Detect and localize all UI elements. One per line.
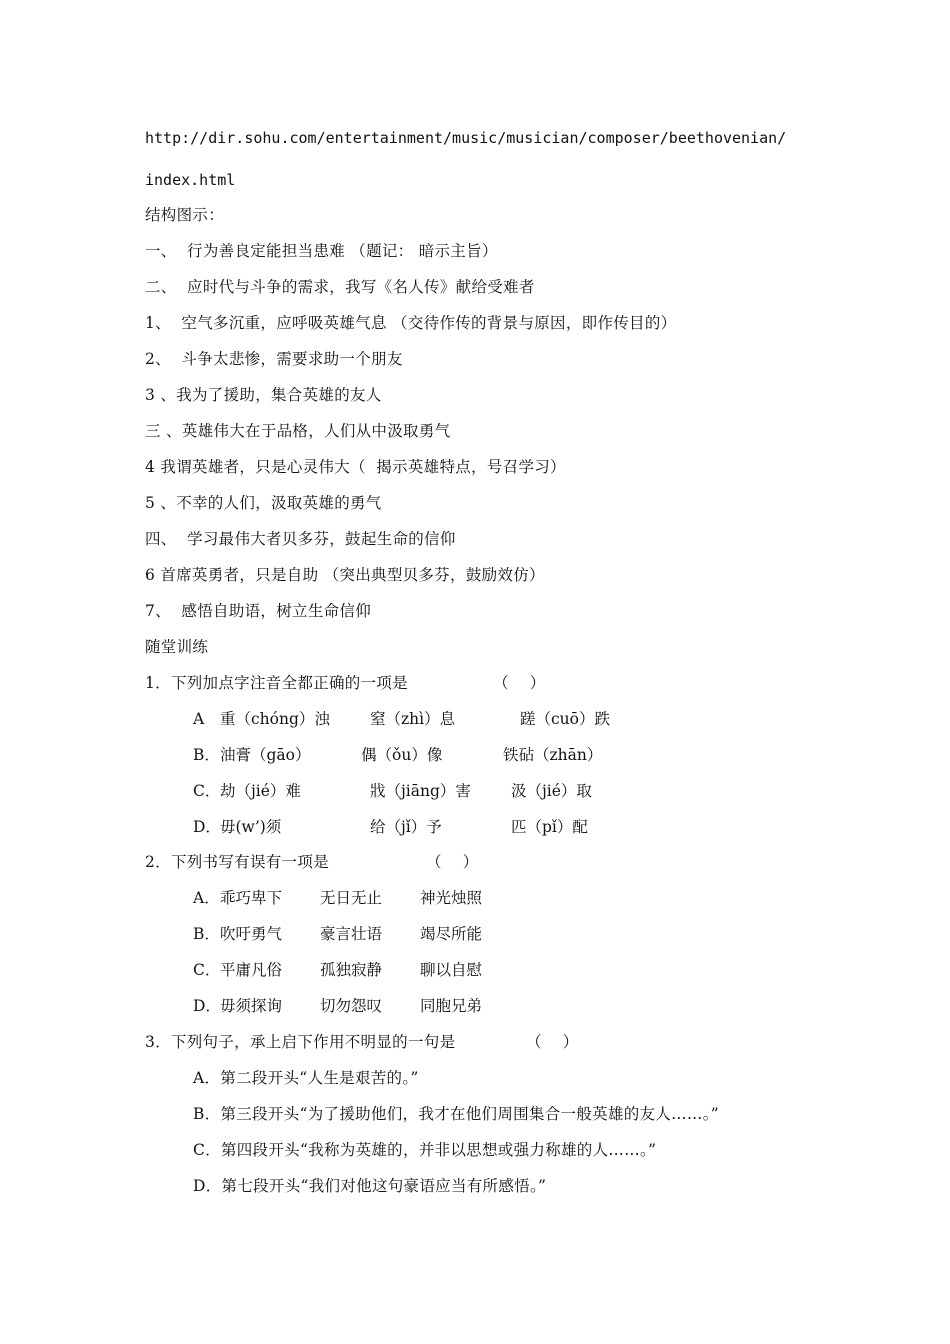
option-item: D．第七段开头“我们对他这句豪语应当有所感悟。” xyxy=(193,1177,547,1195)
question-3-answer-paren: （ ） xyxy=(526,1033,579,1051)
practice-heading: 随堂训练 xyxy=(145,638,209,656)
option-item: A．第二段开头“人生是艰苦的。” xyxy=(193,1069,419,1087)
option-item: 乖巧卑下 xyxy=(220,889,283,907)
structure-item: 二、 应时代与斗争的需求，我写《名人传》献给受难者 xyxy=(145,278,535,296)
option-item: 油膏（gāo） xyxy=(220,746,311,764)
option-item: 同胞兄弟 xyxy=(420,997,483,1015)
option-label: D． xyxy=(193,818,221,836)
question-1-stem: 1．下列加点字注音全都正确的一项是 xyxy=(145,674,408,692)
option-item: B．第三段开头“为了援助他们，我才在他们周围集合一般英雄的友人……。” xyxy=(193,1105,719,1123)
structure-item: 6 首席英勇者，只是自助 （突出典型贝多芬，鼓励效仿） xyxy=(145,566,545,584)
option-item: 窒（zhì）息 xyxy=(370,710,456,728)
option-label: B． xyxy=(193,925,220,943)
structure-item: 3 、我为了援助，集合英雄的友人 xyxy=(145,386,382,404)
url-line-2: index.html xyxy=(145,171,236,189)
option-label: B． xyxy=(193,746,220,764)
option-label: C． xyxy=(193,782,221,800)
option-item: 劫（jié）难 xyxy=(220,782,301,800)
option-item: 重（chóng）浊 xyxy=(220,710,330,728)
option-item: 偶（ǒu）像 xyxy=(361,746,443,764)
option-label: A． xyxy=(193,889,220,907)
option-item: 聊以自慰 xyxy=(420,961,483,979)
option-item: 给（jǐ）予 xyxy=(370,818,442,836)
question-1-answer-paren: （ ） xyxy=(493,674,546,692)
option-item: 竭尽所能 xyxy=(420,925,483,943)
option-label: A xyxy=(193,710,205,728)
url-line-1: http://dir.sohu.com/entertainment/music/musician/composer/beethovenian/ xyxy=(145,129,787,147)
option-item: 蹉（cuō）跌 xyxy=(520,710,610,728)
option-label: D． xyxy=(193,997,221,1015)
option-item: 吹吁勇气 xyxy=(220,925,283,943)
structure-item: 四、 学习最伟大者贝多芬，鼓起生命的信仰 xyxy=(145,530,456,548)
structure-item: 2、 斗争太悲惨，需要求助一个朋友 xyxy=(145,350,403,368)
question-2-answer-paren: （ ） xyxy=(426,853,479,871)
option-item: 神光烛照 xyxy=(420,889,483,907)
option-item: 铁砧（zhān） xyxy=(503,746,603,764)
option-label: C． xyxy=(193,961,221,979)
question-2-stem: 2．下列书写有误有一项是 xyxy=(145,853,329,871)
structure-heading: 结构图示： xyxy=(145,206,225,224)
structure-item: 7、 感悟自助语，树立生命信仰 xyxy=(145,602,372,620)
option-item: 切勿怨叹 xyxy=(320,997,383,1015)
structure-item: 一、 行为善良定能担当患难 （题记： 暗示主旨） xyxy=(145,242,498,260)
option-item: 毋须探询 xyxy=(220,997,283,1015)
option-item: 平庸凡俗 xyxy=(220,961,283,979)
structure-item: 5 、不幸的人们，汲取英雄的勇气 xyxy=(145,494,382,512)
option-item: 汲（jié）取 xyxy=(511,782,592,800)
option-item: 豪言壮语 xyxy=(320,925,383,943)
option-item: 毋(w’)须 xyxy=(220,818,282,836)
question-3-stem: 3．下列句子，承上启下作用不明显的一句是 xyxy=(145,1033,456,1051)
structure-item: 三 、英雄伟大在于品格，人们从中汲取勇气 xyxy=(145,422,451,440)
structure-item: 4 我谓英雄者，只是心灵伟大（ 揭示英雄特点，号召学习） xyxy=(145,458,566,476)
structure-item: 1、 空气多沉重，应呼吸英雄气息 （交待作传的背景与原因，即作传目的） xyxy=(145,314,677,332)
option-item: 匹（pǐ）配 xyxy=(511,818,588,836)
option-item: 孤独寂静 xyxy=(320,961,383,979)
option-item: 无日无止 xyxy=(320,889,383,907)
option-item: C．第四段开头“我称为英雄的，并非以思想或强力称雄的人……。” xyxy=(193,1141,657,1159)
option-item: 戕（jiāng）害 xyxy=(370,782,471,800)
